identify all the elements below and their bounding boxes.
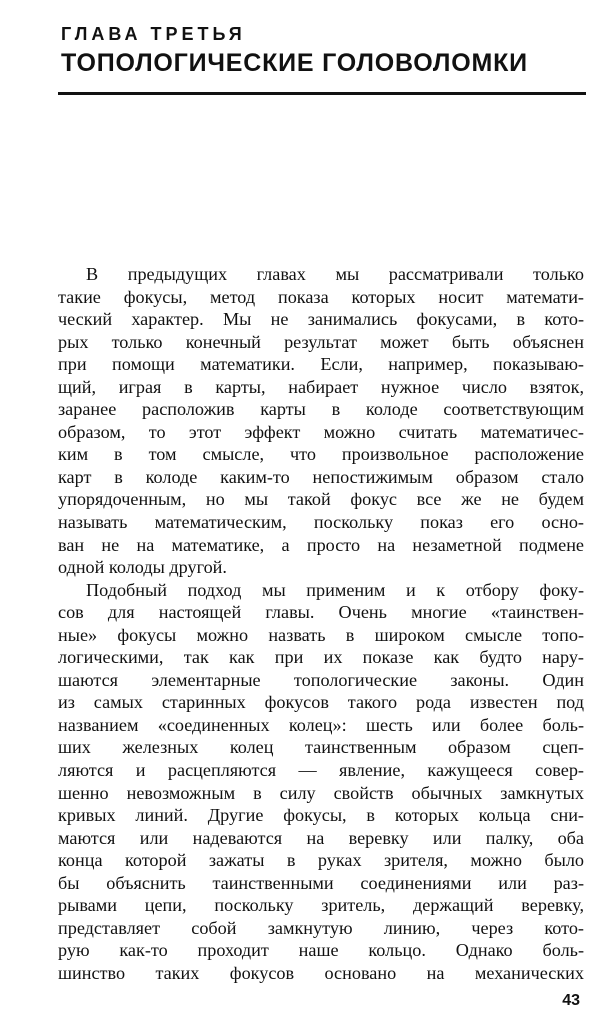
text-line: ные» фокусы можно назвать в широком смысле топо-	[58, 624, 584, 645]
paragraph-1	[58, 263, 584, 579]
text-line: при помощи математики. Если, например, показываю-	[58, 354, 584, 375]
text-line: шинство таких фокусов основано на механических	[58, 962, 584, 983]
text-line: шенно невозможным в силу свойств обычных замкнутых	[58, 782, 584, 803]
text-line: представляет собой замкнутую линию, через кото-	[58, 917, 584, 938]
text-line: В предыдущих главах мы рассматривали только	[86, 264, 584, 284]
text-line: ван не на математике, а просто на незаметной подмене	[58, 534, 584, 555]
body-text	[58, 263, 584, 985]
text-line: ческий характер. Мы не занимались фокусами, в кото-	[58, 309, 584, 330]
text-line: карт в колоде каким-то непостижимым образом стало	[58, 466, 584, 487]
text-line: ляются и расцепляются — явление, кажущееся совер-	[58, 760, 584, 781]
text-line: сов для настоящей главы. Очень многие «таинствен-	[58, 602, 584, 623]
text-line: одной колоды другой.	[58, 557, 227, 578]
text-line: логическими, так как при их показе как будто нару-	[58, 647, 584, 668]
text-line: из самых старинных фокусов такого рода известен под	[58, 692, 584, 713]
paragraph-2	[58, 579, 584, 985]
text-line: образом, то этот эффект можно считать математичес-	[58, 421, 584, 442]
text-line: ших железных колец таинственным образом сцеп-	[58, 737, 584, 758]
page-number: 43	[562, 992, 580, 1009]
text-line: заранее расположив карты в колоде соответствующим	[58, 399, 584, 420]
text-line: названием «соединенных колец»: шесть или более боль-	[58, 714, 584, 735]
text-line: шаются элементарные топологические законы. Один	[58, 669, 584, 690]
text-line: такие фокусы, метод показа которых носит математи-	[58, 286, 584, 307]
text-line: Подобный подход мы применим и к отбору фоку-	[86, 579, 584, 600]
header-rule	[58, 92, 586, 95]
text-line: конца которой зажаты в руках зрителя, можно было	[58, 850, 584, 871]
text-line: рую как-то проходит наше кольцо. Однако боль-	[58, 940, 584, 961]
text-line: ким в том смысле, что произвольное расположение	[58, 444, 584, 465]
text-line: бы объяснить таинственными соединениями или раз-	[58, 872, 584, 893]
text-line: рых только конечный результат может быть объяснен	[58, 331, 584, 352]
text-line: упорядоченным, но мы такой фокус все же не будем	[58, 489, 584, 510]
chapter-title: ТОПОЛОГИЧЕСКИЕ ГОЛОВОЛОМКИ	[61, 49, 528, 77]
text-line: кривых линий. Другие фокусы, в которых кольца сни-	[58, 805, 584, 826]
text-line: рывами цепи, поскольку зритель, держащий веревку,	[58, 895, 584, 916]
chapter-label: ГЛАВА ТРЕТЬЯ	[61, 24, 246, 44]
text-line: щий, играя в карты, набирает нужное число взяток,	[58, 376, 584, 397]
text-line: называть математическим, поскольку показ его осно-	[58, 512, 584, 533]
text-line: маются или надеваются на веревку или палку, оба	[58, 827, 584, 848]
